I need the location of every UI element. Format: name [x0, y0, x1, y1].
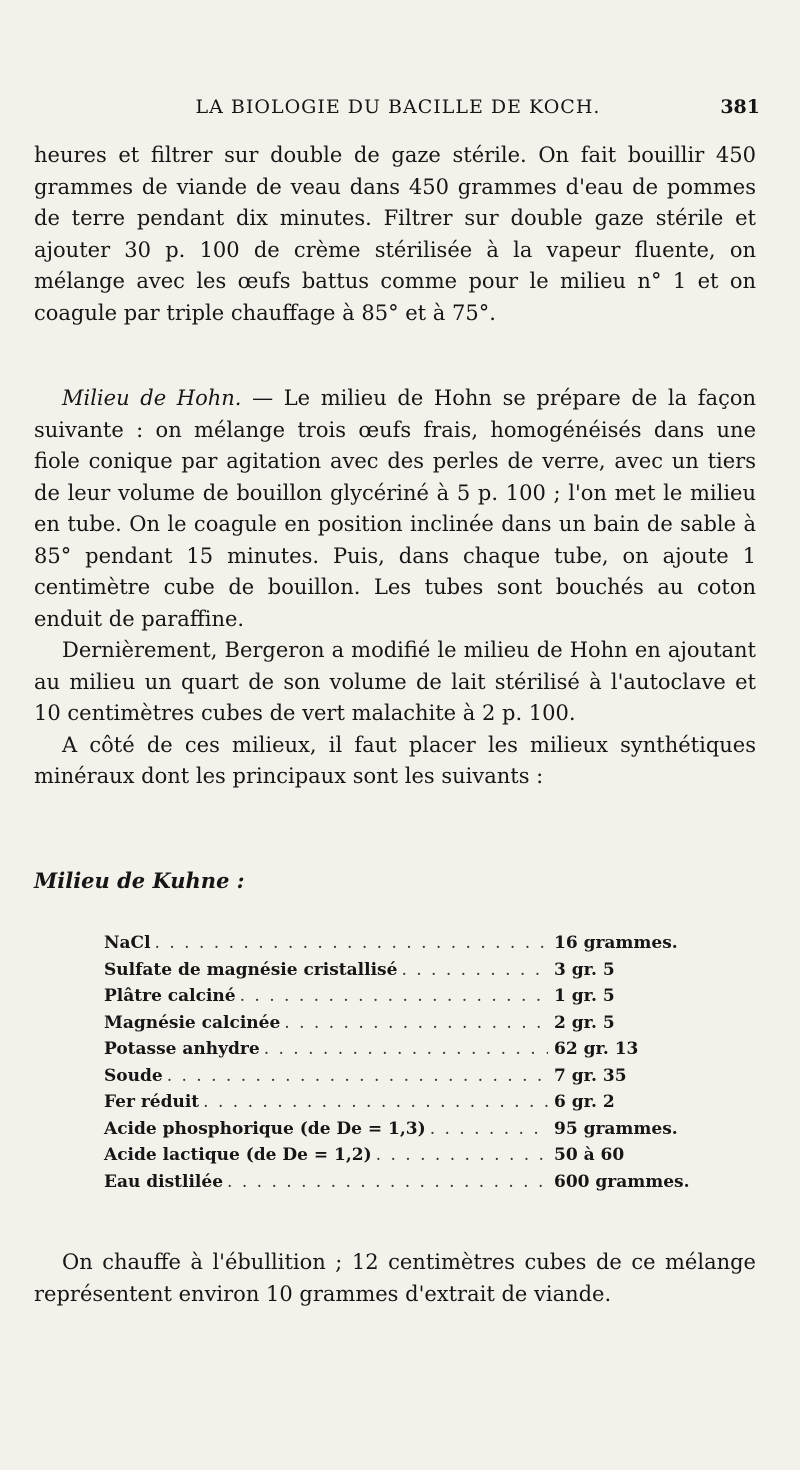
dot-leader	[376, 1142, 548, 1169]
running-title: LA BIOLOGIE DU BACILLE DE KOCH.	[195, 96, 601, 118]
ingredient-quantity: 16 grammes.	[554, 933, 678, 953]
recipe-row	[104, 1142, 724, 1169]
recipe-row	[104, 930, 724, 957]
ingredient-quantity: 62 gr. 13	[554, 1039, 639, 1059]
ingredient-quantity: 1 gr. 5	[554, 986, 615, 1006]
dot-leader	[167, 1063, 548, 1090]
paragraph-continuation: heures et filtrer sur double de gaze stérile. On fait bouillir 450 grammes de viande de veau dans 450 grammes d'eau de pommes de terre pendant dix minutes. Filtrer sur double gaze stérile et ajouter 30 p. 100 de crème stérilisée à la vapeur fluente, on mélange avec les œufs battus comme pour le milieu n° 1 et on coagule par triple chauffage à 85° et à 75°.	[34, 143, 756, 325]
ingredient-name: Potasse anhydre	[104, 1039, 260, 1059]
recipe-row	[104, 1169, 724, 1196]
page-header	[36, 96, 760, 126]
paragraph-bergeron: Dernièrement, Bergeron a modifié le milieu de Hohn en ajoutant au milieu un quart de son volume de lait stérilisé à l'autoclave et 10 centimètres cubes de vert malachite à 2 p. 100.	[34, 638, 756, 725]
dot-leader	[430, 1116, 548, 1143]
ingredient-name: Acide lactique (de De = 1,2)	[104, 1145, 372, 1165]
recipe-row	[104, 1063, 724, 1090]
dot-leader	[240, 983, 548, 1010]
paragraph-closing: On chauffe à l'ébullition ; 12 centimètres cubes de ce mélange représentent environ 10 grammes d'extrait de viande.	[34, 1250, 756, 1306]
hohn-text: — Le milieu de Hohn se prépare de la façon suivante : on mélange trois œufs frais, homogénéisés dans une fiole conique par agitation avec des perles de verre, avec un tiers de leur volume de bouillon glycériné à 5 p. 100 ; l'on met le milieu en tube. On le coagule en position inclinée dans un bain de sable à 85° pendant 15 minutes. Puis, dans chaque tube, on ajoute 1 centimètre cube de bouillon. Les tubes sont bouchés au coton enduit de paraffine.	[34, 386, 757, 631]
dot-leader	[155, 930, 548, 957]
dot-leader	[401, 957, 548, 984]
ingredient-quantity: 600 grammes.	[554, 1171, 690, 1192]
ingredient-quantity: 2 gr. 5	[554, 1012, 615, 1033]
dot-leader	[227, 1169, 548, 1196]
hohn-lead: Milieu de Hohn.	[62, 386, 242, 410]
page-number: 381	[720, 96, 760, 118]
dot-leader	[284, 1010, 548, 1037]
ingredient-name: Acide phosphorique (de De = 1,3)	[104, 1118, 426, 1139]
recipe-row	[104, 1089, 724, 1116]
kuhne-heading: Milieu de Kuhne :	[34, 867, 245, 893]
recipe-row	[104, 1010, 724, 1037]
paragraph-hohn	[34, 383, 756, 635]
dot-leader	[264, 1036, 548, 1063]
ingredient-quantity: 95 grammes.	[554, 1118, 678, 1139]
ingredient-quantity: 3 gr. 5	[554, 959, 615, 980]
ingredient-quantity: 50 à 60	[554, 1145, 625, 1165]
ingredient-name: NaCl	[104, 933, 151, 953]
recipe-row	[104, 957, 724, 984]
page-body	[34, 140, 756, 1310]
ingredient-name: Eau distlilée	[104, 1171, 224, 1192]
ingredient-name: Plâtre calciné	[104, 986, 236, 1006]
recipe-row	[104, 1116, 724, 1143]
recipe-row	[104, 983, 724, 1010]
recipe-table	[104, 930, 724, 1195]
ingredient-name: Sulfate de magnésie cristallisé	[104, 959, 398, 980]
ingredient-name: Magnésie calcinée	[104, 1012, 281, 1033]
dot-leader	[203, 1089, 548, 1116]
ingredient-name: Soude	[104, 1065, 163, 1086]
ingredient-quantity: 7 gr. 35	[554, 1065, 627, 1086]
ingredient-name: Fer réduit	[104, 1092, 200, 1112]
ingredient-quantity: 6 gr. 2	[554, 1092, 615, 1112]
recipe-row	[104, 1036, 724, 1063]
paragraph-synthetic-media: A côté de ces milieux, il faut placer les milieux synthétiques minéraux dont les principaux sont les suivants :	[34, 732, 756, 788]
